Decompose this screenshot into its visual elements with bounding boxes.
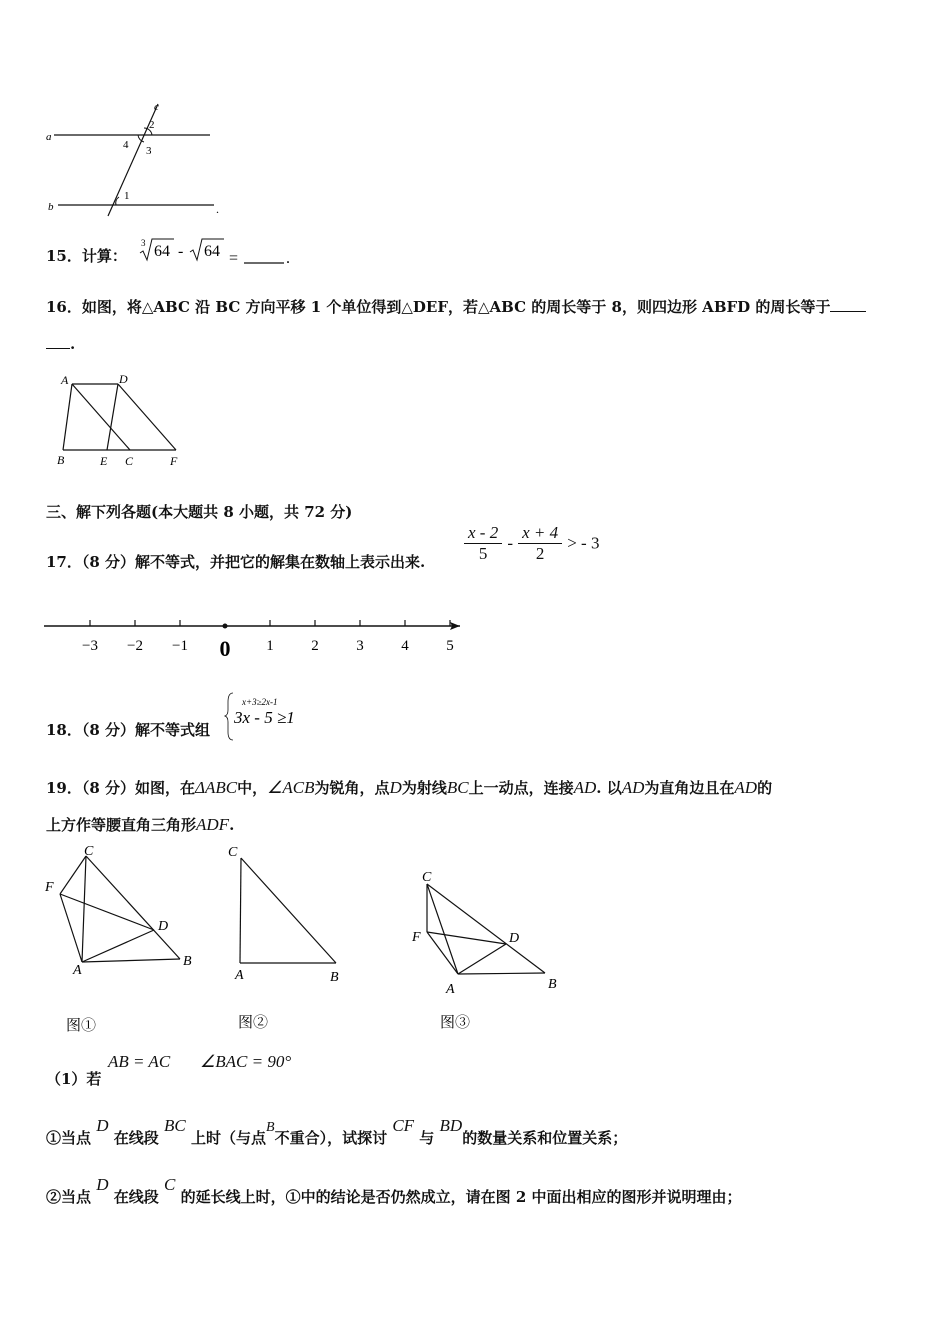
fig2-caption: 图②	[238, 1015, 269, 1031]
fig3-D: D	[509, 931, 520, 946]
fig16-F: F	[170, 454, 178, 468]
item1-BC: BC	[164, 1116, 186, 1135]
fig2-C: C	[228, 845, 238, 860]
q19-text-h: 的	[757, 779, 773, 797]
fig1-F: F	[45, 880, 54, 895]
q19-text-b: 中，	[237, 779, 268, 797]
fig16-B: B	[57, 453, 65, 467]
fig3-C: C	[422, 870, 432, 885]
label-b: b	[48, 201, 54, 213]
label-a: a	[46, 131, 52, 143]
q16-end: .	[70, 335, 76, 353]
item2-C: C	[164, 1175, 176, 1194]
q18-line-1: x+3≥2x-1	[242, 697, 278, 707]
question-17	[46, 551, 425, 572]
fig16-D: D	[119, 372, 128, 386]
q15-expression	[138, 236, 298, 268]
q15-radicand-1: 64	[154, 243, 170, 260]
q15-prefix: 15．计算：	[46, 247, 127, 265]
q17-inequality	[464, 523, 599, 564]
item2-a: ②当点	[46, 1188, 92, 1206]
number-line-label: 5	[446, 638, 454, 654]
q17-num-2: x + 4	[518, 523, 562, 544]
q19-AD-3: AD	[734, 778, 758, 797]
q19-AD-1: AD	[573, 778, 597, 797]
item1-f: 的数量关系和位置关系；	[462, 1129, 628, 1147]
item1-a: ①当点	[46, 1129, 92, 1147]
number-line-label: 1	[266, 638, 274, 654]
item1-B: B	[266, 1120, 275, 1135]
question-15	[46, 245, 127, 266]
q15-equals: =	[229, 250, 239, 267]
translation-figure	[50, 370, 200, 470]
question-18	[46, 719, 210, 740]
q17-fraction-2	[518, 523, 562, 564]
angle-2: 2	[149, 119, 155, 131]
item-2	[46, 1175, 742, 1207]
q19-text-g: 为直角边且在	[644, 779, 735, 797]
q19-point-D: D	[389, 778, 402, 797]
question-19-line-2	[46, 814, 234, 835]
q19-line2-text: 上方作等腰直角三角形	[46, 816, 197, 834]
q15-radicand-2: 64	[204, 243, 220, 260]
question-16	[46, 296, 866, 317]
figure-2	[228, 845, 339, 985]
section-3-title-text: 三、解下列各题(本大题共 8 小题，共 72 分)	[46, 503, 353, 521]
fig1-D: D	[158, 919, 169, 934]
angle-4: 4	[123, 139, 129, 151]
q18-line-2: 3x - 5 ≥1	[234, 708, 295, 727]
part1-label-text: （1）若	[46, 1070, 102, 1088]
label-c: c	[154, 101, 159, 113]
number-line	[40, 608, 480, 664]
angle-3: 3	[146, 145, 152, 157]
fig1-caption: 图①	[66, 1018, 97, 1034]
item1-BD: BD	[439, 1116, 463, 1135]
fig3-A: A	[446, 982, 455, 997]
q19-ADF: ADF	[196, 815, 230, 834]
q19-figures	[40, 838, 580, 1038]
item2-c: 的延长线上时，①中的结论是否仍然成立，请在图 2 中面出相应的图形并说明理由；	[180, 1188, 742, 1206]
number-line-label: 2	[311, 638, 319, 654]
number-line-label: −3	[82, 638, 98, 654]
q19-text-d: 为射线	[401, 779, 447, 797]
q17-den-2: 2	[535, 544, 545, 563]
fig2-B: B	[330, 970, 339, 985]
q17-minus: -	[507, 533, 513, 553]
fig3-F: F	[412, 930, 421, 945]
number-line-label: −1	[172, 638, 188, 654]
part-1-eq2: ∠BAC = 90°	[200, 1052, 292, 1071]
item1-d: 不重合），试探讨	[274, 1129, 388, 1147]
q19-AD-2: AD	[621, 778, 645, 797]
question-16-continued	[46, 334, 75, 353]
q17-fraction-1	[464, 523, 502, 564]
fig1-C: C	[84, 844, 94, 859]
q19-text-f: . 以	[596, 779, 622, 797]
fig1-B: B	[183, 954, 192, 969]
q19-text-c: 为锐角，点	[314, 779, 390, 797]
fig16-C: C	[125, 454, 134, 468]
q19-angle: ∠ACB	[267, 778, 315, 797]
q17-text: 17．（8 分）解不等式，并把它的解集在数轴上表示出来.	[46, 553, 426, 571]
q15-minus: -	[178, 243, 184, 260]
figure-1	[44, 844, 192, 978]
figure-3	[411, 870, 557, 997]
q16-text: 16．如图，将△ABC 沿 BC 方向平移 1 个单位得到△DEF，若△ABC 的周长等于 8，则四边形 ABFD 的周长等于	[46, 298, 831, 316]
fig1-A: A	[73, 963, 82, 978]
item2-D: D	[96, 1175, 109, 1194]
item2-b: 在线段	[113, 1188, 159, 1206]
item-1	[46, 1116, 628, 1148]
part-1-label	[46, 1068, 101, 1089]
q19-triangle: ΔABC	[195, 778, 238, 797]
q17-num-1: x - 2	[464, 523, 502, 544]
angle-1: 1	[124, 190, 130, 202]
item1-c: 上时（与点	[190, 1129, 266, 1147]
number-line-label: −2	[127, 638, 143, 654]
number-line-origin-dot	[223, 624, 228, 629]
q15-root-index: 3	[141, 238, 146, 248]
number-line-label: 3	[356, 638, 364, 654]
q17-rhs: > - 3	[567, 533, 600, 553]
q19-text-a: 19．（8 分）如图，在	[46, 779, 196, 797]
q18-text: 18．（8 分）解不等式组	[46, 721, 211, 739]
fig3-B: B	[548, 977, 557, 992]
parallel-lines-figure	[40, 98, 230, 220]
number-line-label: 4	[401, 638, 409, 654]
fig16-A: A	[61, 373, 69, 387]
q18-system	[224, 690, 334, 742]
question-19	[46, 777, 772, 798]
number-line-label: 0	[219, 636, 231, 661]
fig3-caption: 图③	[440, 1015, 471, 1031]
fig16-E: E	[100, 454, 108, 468]
section-3-title	[46, 501, 352, 522]
item1-e: 与	[419, 1129, 435, 1147]
item1-CF: CF	[392, 1116, 415, 1135]
q19-BC: BC	[446, 778, 469, 797]
item1-b: 在线段	[113, 1129, 159, 1147]
item1-D: D	[96, 1116, 109, 1135]
fig14-dot: .	[216, 202, 219, 216]
part-1-eq1: AB = AC	[108, 1052, 171, 1071]
q17-den-1: 5	[478, 544, 488, 563]
q15-end: .	[286, 250, 290, 267]
q19-line2-end: .	[229, 816, 235, 834]
fig2-A: A	[235, 968, 244, 983]
q19-text-e: 上一动点，连接	[468, 779, 574, 797]
